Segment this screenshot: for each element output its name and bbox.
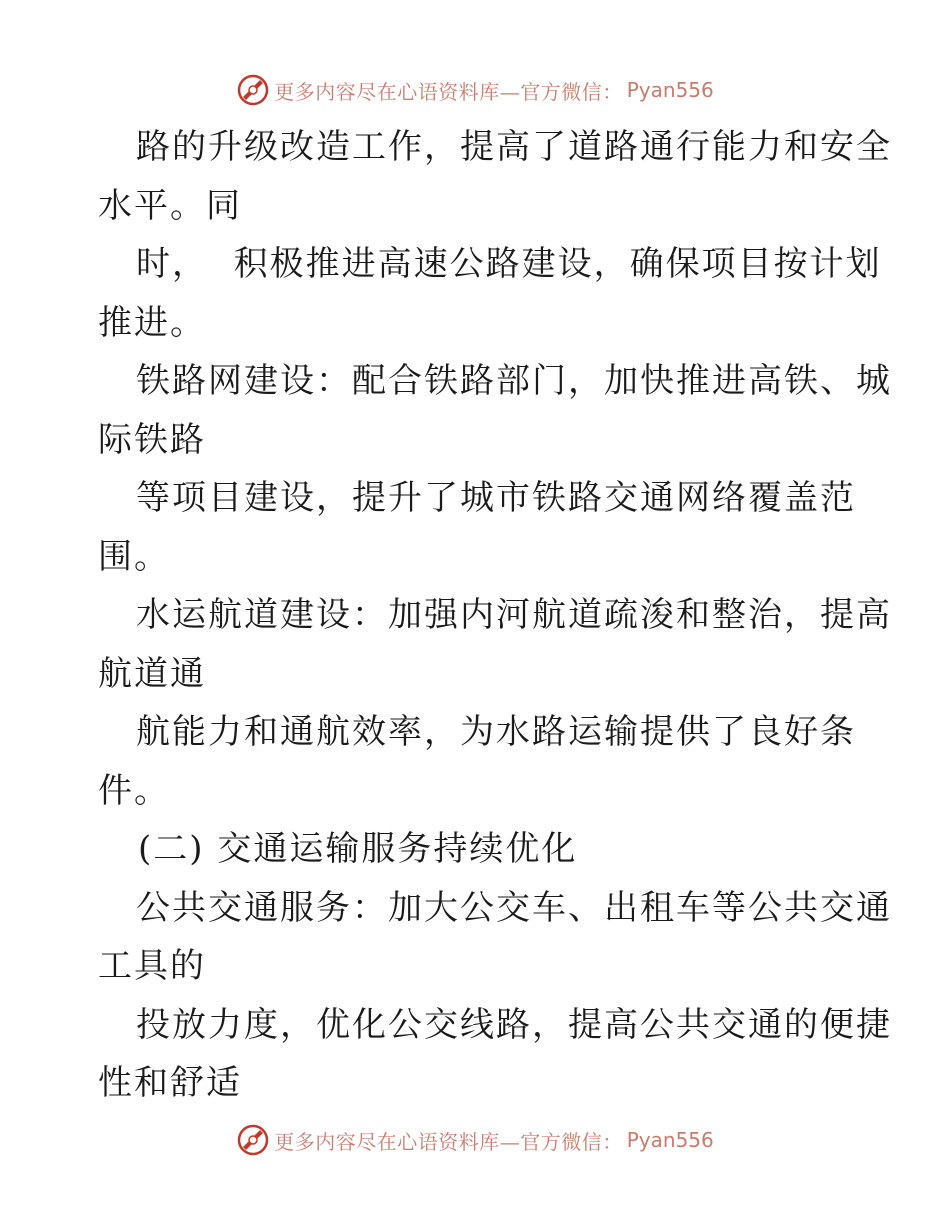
text-line: 航道通 <box>98 653 206 694</box>
text-line: 工具的 <box>98 946 206 986</box>
text-line: 件。 <box>98 770 170 811</box>
seal-logo-icon <box>236 73 270 107</box>
text-line: 水运航道建设：加强内河航道疏浚和整治，提高 <box>136 595 892 635</box>
footer-banner <box>0 1122 950 1158</box>
text-line: 际铁路 <box>98 419 206 460</box>
text-line: 路的升级改造工作，提高了道路通行能力和安全 <box>136 127 892 167</box>
banner-wechat-id: Pyan556 <box>626 1128 714 1152</box>
seal-logo-icon <box>236 1123 270 1157</box>
document-body <box>98 118 892 1113</box>
text-line: 推进。 <box>98 302 206 343</box>
text-line: 公共交通服务：加大公交车、出租车等公共交通 <box>136 887 892 928</box>
text-line: 围。 <box>98 536 170 577</box>
text-line: 性和舒适 <box>98 1063 242 1103</box>
banner-text: 更多内容尽在心语资料库—官方微信： <box>274 1129 623 1154</box>
banner-text: 更多内容尽在心语资料库—官方微信： <box>274 79 623 104</box>
section-heading: (二) 交通运输服务持续优化 <box>138 829 578 869</box>
text-line: 航能力和通航效率，为水路运输提供了良好条 <box>136 712 856 752</box>
text-line: 投放力度，优化公交线路，提高公共交通的便捷 <box>136 1004 892 1045</box>
text-line: 铁路网建设：配合铁路部门，加快推进高铁、城 <box>136 361 892 401</box>
text-line: 时， 积极推进高速公路建设，确保项目按计划 <box>136 244 882 284</box>
text-line: 等项目建设，提升了城市铁路交通网络覆盖范 <box>136 478 856 518</box>
header-banner <box>0 72 950 108</box>
banner-wechat-id: Pyan556 <box>626 78 714 102</box>
text-line: 水平。同 <box>98 185 242 226</box>
